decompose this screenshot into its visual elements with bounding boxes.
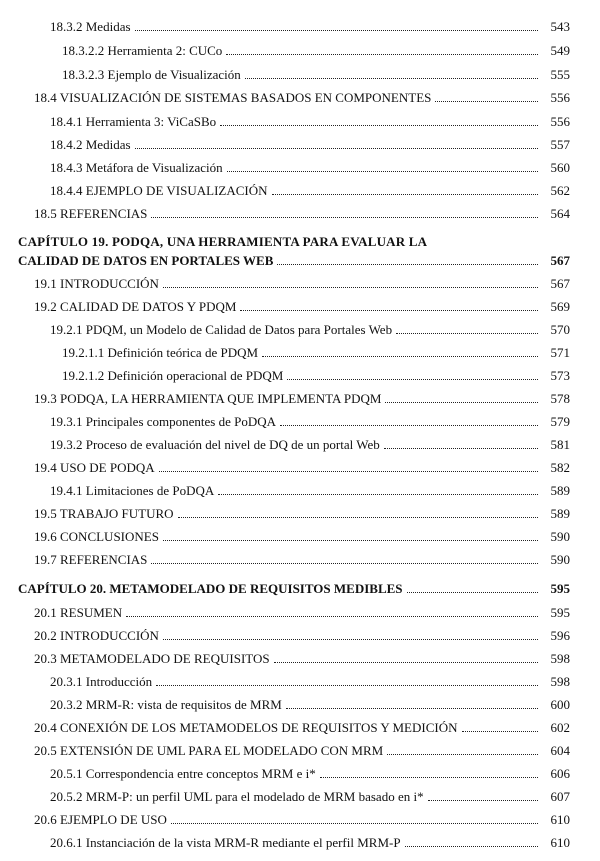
toc-entry bbox=[62, 344, 570, 361]
toc-entry-label: 18.4.2 Medidas bbox=[50, 137, 131, 152]
dot-leader bbox=[156, 673, 538, 686]
toc-entry-page: 589 bbox=[550, 506, 570, 521]
toc-entry bbox=[34, 551, 570, 568]
toc-entry-page: 562 bbox=[550, 183, 570, 198]
toc-entry-page: 589 bbox=[550, 483, 570, 498]
dot-leader bbox=[151, 551, 538, 564]
toc-entry bbox=[34, 604, 570, 621]
toc-entry-label: 19.2 CALIDAD DE DATOS Y PDQM bbox=[34, 299, 237, 314]
toc-entry bbox=[34, 459, 570, 476]
toc-entry-label: 20.3 METAMODELADO DE REQUISITOS bbox=[34, 651, 270, 666]
dot-leader bbox=[385, 390, 538, 403]
toc-entry bbox=[34, 505, 570, 522]
toc-entry-label: 18.4 VISUALIZACIÓN DE SISTEMAS BASADOS EN COMPONENTES bbox=[34, 90, 432, 105]
toc-entry-page: 602 bbox=[550, 720, 570, 735]
chapter-20-heading bbox=[18, 580, 570, 597]
dot-leader bbox=[384, 436, 538, 449]
toc-entry-page: 581 bbox=[550, 437, 570, 452]
toc-entry bbox=[50, 834, 570, 851]
toc-entry bbox=[50, 182, 570, 199]
toc-entry-label: 20.5.1 Correspondencia entre conceptos MRM e i* bbox=[50, 766, 316, 781]
toc-entry-page: 598 bbox=[550, 674, 570, 689]
toc-entry-label: 18.4.3 Metáfora de Visualización bbox=[50, 160, 223, 175]
toc-entry-label: 19.2.1 PDQM, un Modelo de Calidad de Datos para Portales Web bbox=[50, 322, 393, 337]
dot-leader bbox=[135, 136, 538, 149]
toc-entry-page: 564 bbox=[550, 206, 570, 221]
toc-entry-label: 20.5 EXTENSIÓN DE UML PARA EL MODELADO CON MRM bbox=[34, 743, 384, 758]
toc-entry-label: 19.2.1.1 Definición teórica de PDQM bbox=[62, 345, 259, 360]
toc-entry bbox=[34, 627, 570, 644]
toc-entry-label: 19.7 REFERENCIAS bbox=[34, 552, 148, 567]
toc-entry bbox=[34, 719, 570, 736]
toc-entry-label: 19.5 TRABAJO FUTURO bbox=[34, 506, 174, 521]
toc-entry-page: 604 bbox=[550, 743, 570, 758]
toc-entry-page: 571 bbox=[550, 345, 570, 360]
toc-entry-label: 19.1 INTRODUCCIÓN bbox=[34, 276, 159, 291]
toc-entry-page: 543 bbox=[550, 19, 570, 34]
dot-leader bbox=[163, 627, 538, 640]
toc-entry-page: 557 bbox=[550, 137, 570, 152]
toc-entry-label: 20.2 INTRODUCCIÓN bbox=[34, 628, 159, 643]
dot-leader bbox=[320, 765, 538, 778]
toc-entry bbox=[50, 673, 570, 690]
toc-entry-label: 18.5 REFERENCIAS bbox=[34, 206, 148, 221]
toc-entry-page: 607 bbox=[550, 789, 570, 804]
toc-entry bbox=[34, 205, 570, 222]
dot-leader bbox=[462, 719, 539, 732]
toc-entry-page: 573 bbox=[550, 368, 570, 383]
toc-entry bbox=[50, 159, 570, 176]
toc-entry-label: 19.4 USO DE PODQA bbox=[34, 460, 155, 475]
toc-entry-label: 19.4.1 Limitaciones de PoDQA bbox=[50, 483, 215, 498]
dot-leader bbox=[428, 788, 538, 801]
toc-entry-page: 595 bbox=[550, 605, 570, 620]
toc-entry-page: 582 bbox=[550, 460, 570, 475]
dot-leader bbox=[274, 650, 538, 663]
toc-entry-page: 598 bbox=[550, 651, 570, 666]
dot-leader bbox=[277, 252, 538, 265]
chapter-19-page: 567 bbox=[550, 253, 570, 268]
toc-entry-page: 600 bbox=[550, 697, 570, 712]
chapter-19-title-line1: CAPÍTULO 19. PODQA, UNA HERRAMIENTA PARA EVALUAR LA bbox=[18, 234, 428, 249]
dot-leader bbox=[272, 182, 538, 195]
toc-entry-label: 18.4.4 EJEMPLO DE VISUALIZACIÓN bbox=[50, 183, 268, 198]
dot-leader bbox=[396, 321, 538, 334]
dot-leader bbox=[163, 528, 538, 541]
toc-entry-page: 590 bbox=[550, 529, 570, 544]
toc-entry-page: 555 bbox=[550, 67, 570, 82]
toc-entry-page: 567 bbox=[550, 276, 570, 291]
dot-leader bbox=[218, 482, 538, 495]
toc-entry-label: 19.3.1 Principales componentes de PoDQA bbox=[50, 414, 277, 429]
toc-entry-label: 20.3.1 Introducción bbox=[50, 674, 153, 689]
dot-leader bbox=[240, 298, 538, 311]
dot-leader bbox=[405, 834, 538, 847]
dot-leader bbox=[407, 580, 538, 593]
toc-entry-label: 20.4 CONEXIÓN DE LOS METAMODELOS DE REQUISITOS Y MEDICIÓN bbox=[34, 720, 458, 735]
toc-entry bbox=[50, 482, 570, 499]
toc-entry bbox=[62, 66, 570, 83]
chapter-20-page: 595 bbox=[550, 581, 570, 596]
toc-entry bbox=[34, 811, 570, 828]
toc-entry-label: 19.3 PODQA, LA HERRAMIENTA QUE IMPLEMENTA PDQM bbox=[34, 391, 382, 406]
toc-entry-page: 610 bbox=[550, 812, 570, 827]
toc-entry bbox=[50, 788, 570, 805]
dot-leader bbox=[220, 113, 538, 126]
toc-entry bbox=[34, 89, 570, 106]
toc-entry bbox=[50, 321, 570, 338]
dot-leader bbox=[435, 89, 538, 102]
toc-entry bbox=[50, 436, 570, 453]
dot-leader bbox=[287, 367, 538, 380]
toc-entry-label: 18.3.2 Medidas bbox=[50, 19, 131, 34]
dot-leader bbox=[280, 413, 538, 426]
dot-leader bbox=[159, 459, 538, 472]
toc-entry-label: 19.6 CONCLUSIONES bbox=[34, 529, 159, 544]
toc-entry bbox=[50, 413, 570, 430]
toc-entry bbox=[34, 275, 570, 292]
dot-leader bbox=[178, 505, 538, 518]
chapter-19-heading bbox=[18, 252, 570, 269]
chapter-20-title: CAPÍTULO 20. METAMODELADO DE REQUISITOS MEDIBLES bbox=[18, 581, 403, 596]
toc-entry-page: 579 bbox=[550, 414, 570, 429]
toc-entry-label: 19.3.2 Proceso de evaluación del nivel de DQ de un portal Web bbox=[50, 437, 380, 452]
dot-leader bbox=[126, 604, 538, 617]
dot-leader bbox=[262, 344, 538, 357]
dot-leader bbox=[151, 205, 538, 218]
toc-entry bbox=[34, 528, 570, 545]
toc-entry-page: 570 bbox=[550, 322, 570, 337]
toc-entry bbox=[50, 136, 570, 153]
toc-entry bbox=[50, 765, 570, 782]
toc-entry-label: 20.1 RESUMEN bbox=[34, 605, 123, 620]
toc-entry-label: 18.3.2.3 Ejemplo de Visualización bbox=[62, 67, 241, 82]
dot-leader bbox=[135, 18, 538, 31]
toc-entry bbox=[62, 367, 570, 384]
toc-entry bbox=[50, 18, 570, 35]
dot-leader bbox=[226, 42, 538, 55]
toc-entry-page: 610 bbox=[550, 835, 570, 850]
dot-leader bbox=[286, 696, 538, 709]
toc-entry-page: 569 bbox=[550, 299, 570, 314]
toc-entry-page: 556 bbox=[550, 114, 570, 129]
dot-leader bbox=[171, 811, 538, 824]
toc-entry-page: 606 bbox=[550, 766, 570, 781]
dot-leader bbox=[245, 66, 538, 79]
toc-entry bbox=[34, 298, 570, 315]
toc-entry-page: 556 bbox=[550, 90, 570, 105]
toc-entry-label: 18.4.1 Herramienta 3: ViCaSBo bbox=[50, 114, 217, 129]
toc-entry-label: 20.6.1 Instanciación de la vista MRM-R mediante el perfil MRM-P bbox=[50, 835, 401, 850]
dot-leader bbox=[387, 742, 538, 755]
toc-entry-label: 19.2.1.2 Definición operacional de PDQM bbox=[62, 368, 284, 383]
toc-entry-label: 20.5.2 MRM-P: un perfil UML para el modelado de MRM basado en i* bbox=[50, 789, 424, 804]
dot-leader bbox=[227, 159, 538, 172]
toc-entry-page: 578 bbox=[550, 391, 570, 406]
toc-entry-label: 18.3.2.2 Herramienta 2: CUCo bbox=[62, 43, 223, 58]
toc-entry bbox=[34, 390, 570, 407]
toc-entry bbox=[34, 742, 570, 759]
toc-entry bbox=[62, 42, 570, 59]
toc-entry-label: 20.3.2 MRM-R: vista de requisitos de MRM bbox=[50, 697, 282, 712]
dot-leader bbox=[163, 275, 538, 288]
toc-entry bbox=[50, 696, 570, 713]
chapter-19-title-line2: CALIDAD DE DATOS EN PORTALES WEB bbox=[18, 253, 274, 268]
toc-entry-page: 549 bbox=[550, 43, 570, 58]
toc-entry bbox=[50, 113, 570, 130]
toc-entry-page: 596 bbox=[550, 628, 570, 643]
toc-entry-page: 560 bbox=[550, 160, 570, 175]
toc-entry-label: 20.6 EJEMPLO DE USO bbox=[34, 812, 167, 827]
toc-entry bbox=[34, 650, 570, 667]
toc-entry-page: 590 bbox=[550, 552, 570, 567]
